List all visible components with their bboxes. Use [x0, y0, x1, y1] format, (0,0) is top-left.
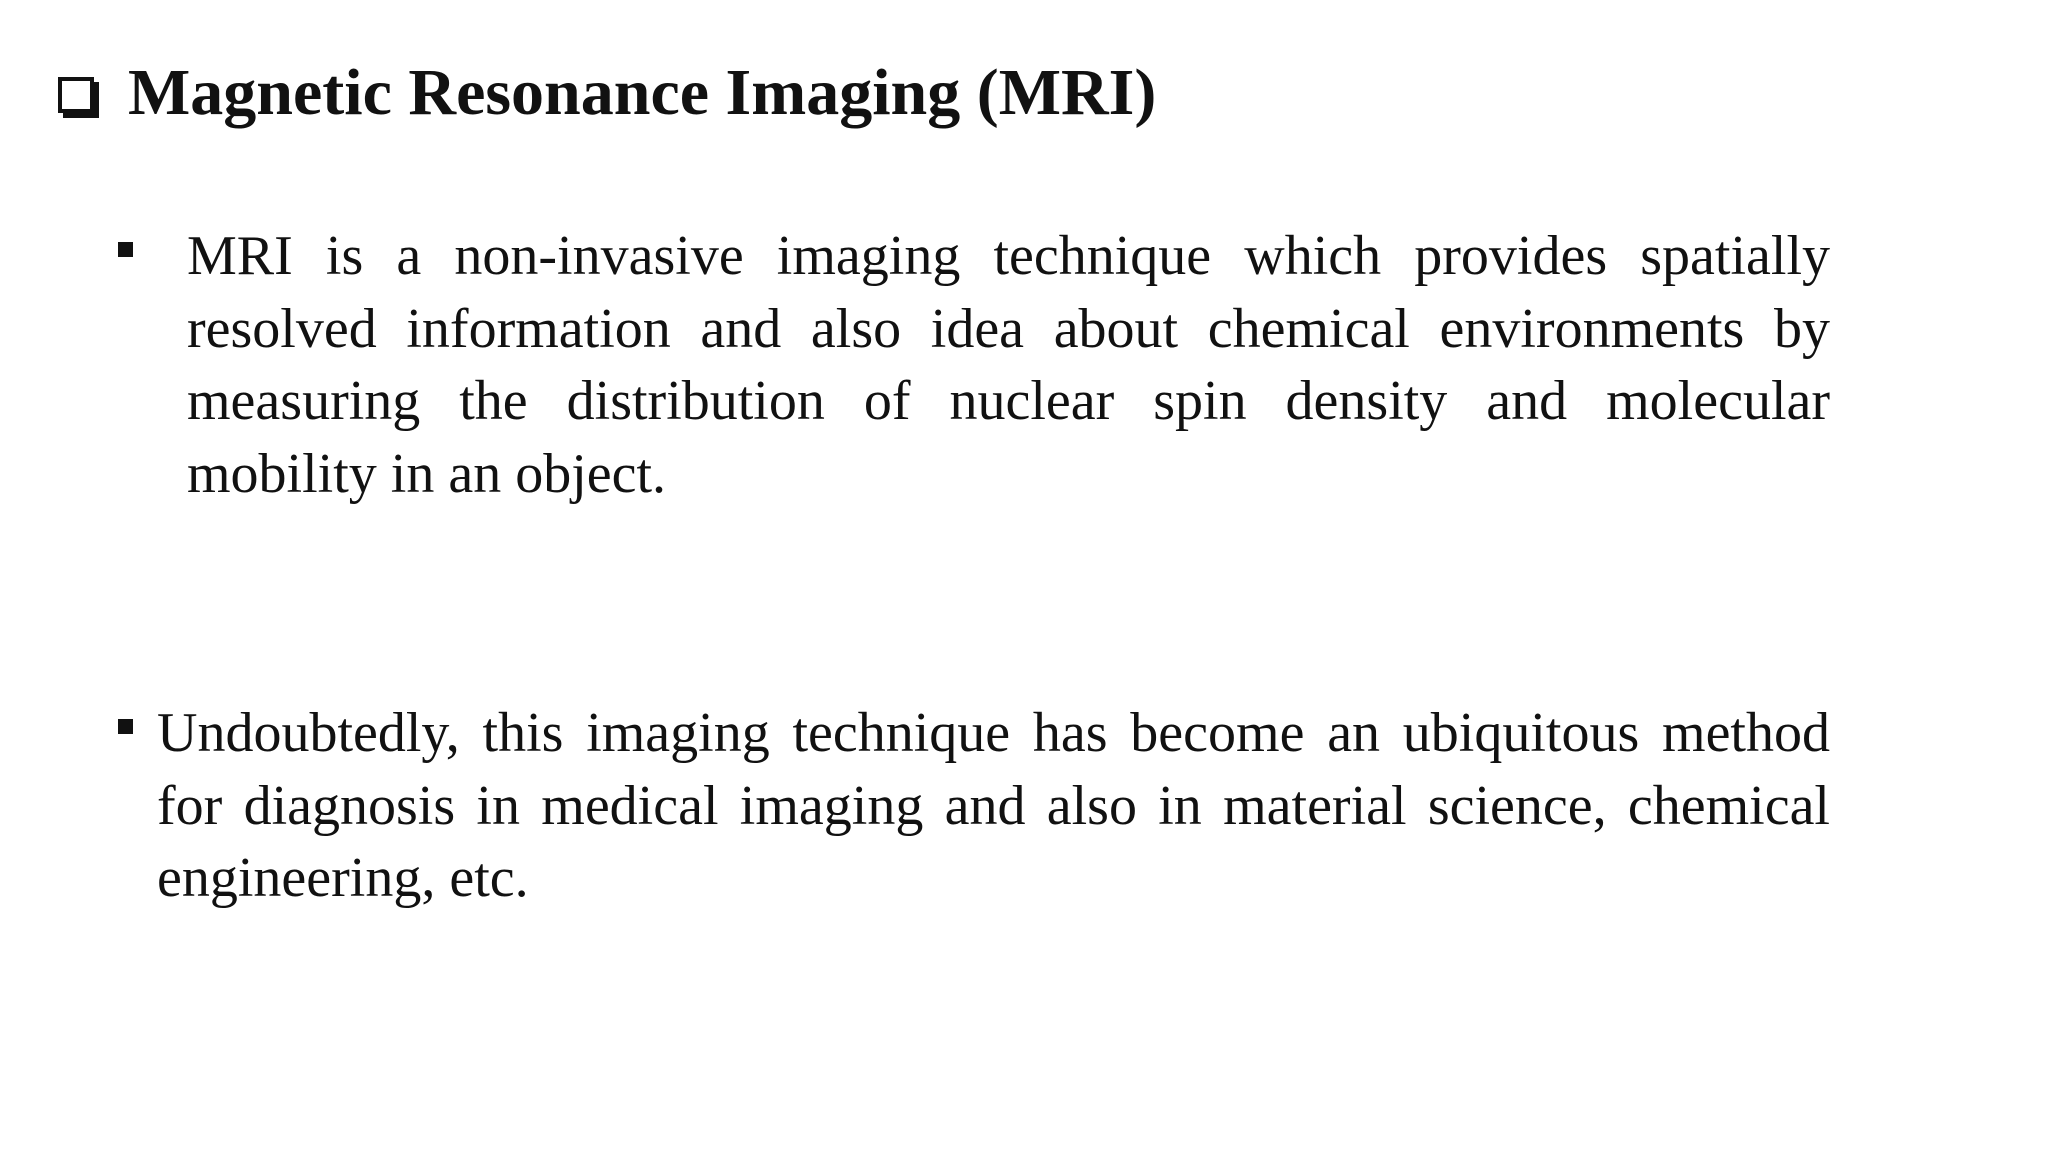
- bullet-text: Undoubtedly, this imaging technique has become an ubiquitous method for diagnosis in medical imaging and also in material science, chemical engineering, etc.: [157, 702, 1830, 909]
- title-row: [58, 50, 1156, 136]
- square-bullet-icon: [118, 242, 133, 257]
- slide-title: Magnetic Resonance Imaging (MRI): [128, 56, 1157, 129]
- checkbox-square-icon: [58, 77, 94, 113]
- bullet-item: [118, 220, 1830, 510]
- bullet-text: MRI is a non-invasive imaging technique which provides spatially resolved information and also idea about chemical environments by measuring the distribution of nuclear spin density and molecular mobility in an object.: [187, 225, 1830, 505]
- bullet-item: [118, 697, 1830, 915]
- square-bullet-icon: [118, 719, 133, 734]
